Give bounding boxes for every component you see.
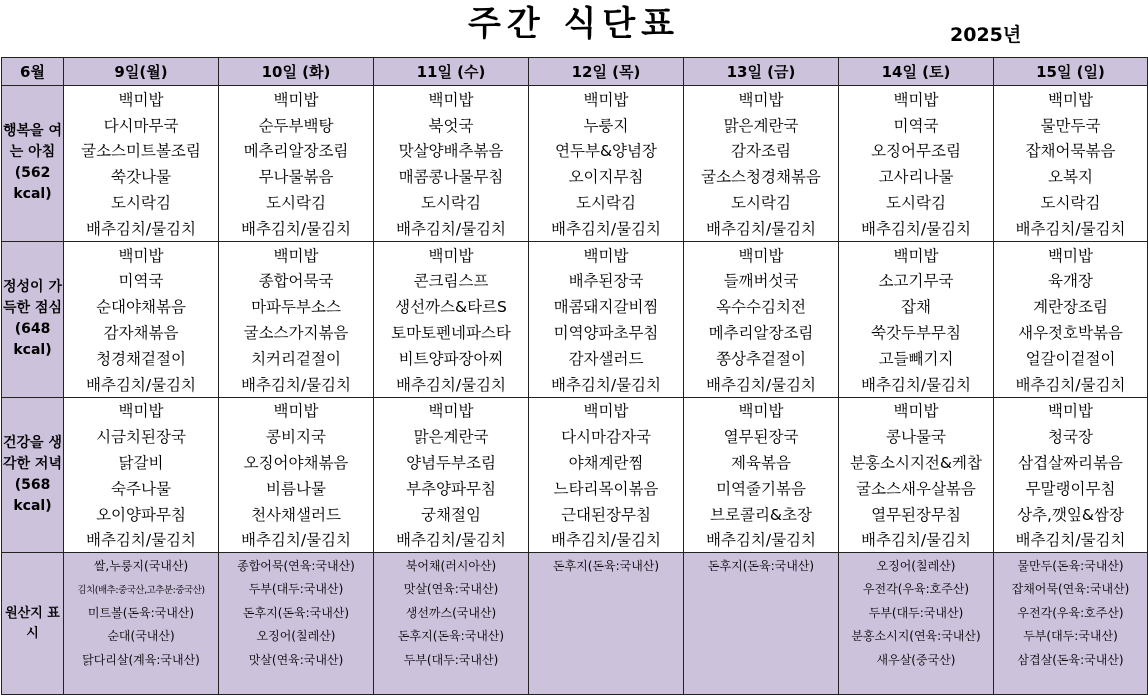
meal-row — [2, 138, 1148, 164]
menu-item: 고들빼기지 — [839, 345, 994, 371]
menu-item: 궁채절임 — [374, 501, 529, 527]
menu-item: 숙주나물 — [64, 475, 219, 501]
menu-item: 오이양파무침 — [64, 501, 219, 527]
menu-item: 백미밥 — [64, 86, 219, 112]
day-header: 13일 (금) — [684, 58, 839, 86]
menu-item: 열무된장국 — [684, 423, 839, 449]
year-label: 2025년 — [950, 24, 1022, 46]
menu-item: 배추김치/물김치 — [994, 371, 1148, 397]
menu-item: 양념두부조림 — [374, 449, 529, 475]
menu-item: 배추김치/물김치 — [374, 527, 529, 553]
menu-item: 메추리알장조림 — [684, 319, 839, 345]
origin-item — [994, 671, 1148, 695]
day-header: 11일 (수) — [374, 58, 529, 86]
menu-item: 시금치된장국 — [64, 423, 219, 449]
menu-item: 배추김치/물김치 — [64, 527, 219, 553]
meal-row — [2, 371, 1148, 397]
menu-item: 배추김치/물김치 — [374, 371, 529, 397]
origin-item — [684, 577, 839, 601]
origin-item: 새우살(중국산) — [839, 647, 994, 671]
menu-item: 무나물볶음 — [219, 163, 374, 189]
menu-item: 배추김치/물김치 — [64, 215, 219, 241]
meal-row — [2, 527, 1148, 553]
meal-row — [2, 215, 1148, 241]
menu-item: 얼갈이겉절이 — [994, 345, 1148, 371]
menu-item: 삼겹살짜리볶음 — [994, 449, 1148, 475]
origin-item: 돈후지(돈육:국내산) — [374, 624, 529, 648]
menu-item: 콩나물국 — [839, 423, 994, 449]
menu-item: 배추김치/물김치 — [684, 527, 839, 553]
origin-item — [529, 671, 684, 695]
menu-item: 청경채겉절이 — [64, 345, 219, 371]
menu-item: 콩비지국 — [219, 423, 374, 449]
menu-item: 백미밥 — [64, 397, 219, 423]
menu-item: 육개장 — [994, 268, 1148, 294]
origin-item — [529, 600, 684, 624]
menu-item: 비름나물 — [219, 475, 374, 501]
menu-item: 백미밥 — [839, 86, 994, 112]
menu-item: 새우젓호박볶음 — [994, 319, 1148, 345]
meal-row — [2, 475, 1148, 501]
menu-item: 상추,깻잎&쌈장 — [994, 501, 1148, 527]
day-header: 9일(월) — [64, 58, 219, 86]
menu-item: 비트양파장아찌 — [374, 345, 529, 371]
menu-item: 백미밥 — [219, 397, 374, 423]
menu-item: 배추된장국 — [529, 268, 684, 294]
menu-item: 백미밥 — [839, 397, 994, 423]
origin-item — [684, 671, 839, 695]
day-header: 15일 (일) — [994, 58, 1148, 86]
origin-item: 오징어(칠레산) — [219, 624, 374, 648]
origin-item: 북어채(러시아산) — [374, 553, 529, 577]
menu-item: 도시락김 — [994, 189, 1148, 215]
menu-item: 분홍소시지전&케찹 — [839, 449, 994, 475]
menu-item: 오이지무침 — [529, 163, 684, 189]
menu-item: 부추양파무침 — [374, 475, 529, 501]
origin-item — [684, 647, 839, 671]
menu-item: 도시락김 — [64, 189, 219, 215]
menu-item: 배추김치/물김치 — [839, 371, 994, 397]
menu-item: 청국장 — [994, 423, 1148, 449]
meal-row — [2, 112, 1148, 138]
menu-item: 들깨버섯국 — [684, 268, 839, 294]
menu-item: 굴소스가지볶음 — [219, 319, 374, 345]
meal-row — [2, 268, 1148, 294]
origin-item — [529, 624, 684, 648]
menu-item: 잡채 — [839, 293, 994, 319]
origin-item — [219, 671, 374, 695]
menu-item: 열무된장무침 — [839, 501, 994, 527]
menu-item: 배추김치/물김치 — [994, 215, 1148, 241]
meal-row — [2, 345, 1148, 371]
origin-item: 분홍소시지(연육:국내산) — [839, 624, 994, 648]
menu-item: 쫑상추겉절이 — [684, 345, 839, 371]
menu-item: 치커리겉절이 — [219, 345, 374, 371]
menu-item: 굴소스새우살볶음 — [839, 475, 994, 501]
menu-item: 오징어무조림 — [839, 138, 994, 164]
origin-item: 돈후지(돈육:국내산) — [529, 553, 684, 577]
menu-item: 북엇국 — [374, 112, 529, 138]
menu-item: 닭갈비 — [64, 449, 219, 475]
menu-item: 무말랭이무침 — [994, 475, 1148, 501]
menu-item: 백미밥 — [374, 397, 529, 423]
meal-row — [2, 86, 1148, 112]
menu-item: 백미밥 — [529, 241, 684, 267]
origin-item: 맛살(연육:국내산) — [219, 647, 374, 671]
menu-item: 쑥갓두부무침 — [839, 319, 994, 345]
menu-item: 천사채샐러드 — [219, 501, 374, 527]
menu-item: 백미밥 — [994, 86, 1148, 112]
menu-item: 배추김치/물김치 — [529, 527, 684, 553]
menu-item: 도시락김 — [529, 189, 684, 215]
origin-item — [529, 647, 684, 671]
origin-row — [2, 553, 1148, 577]
menu-item: 배추김치/물김치 — [684, 371, 839, 397]
menu-item: 메추리알장조림 — [219, 138, 374, 164]
menu-item: 도시락김 — [684, 189, 839, 215]
origin-item: 돈후지(돈육:국내산) — [219, 600, 374, 624]
page-title: 주간 식단표 — [467, 4, 681, 44]
origin-item: 종합어묵(연육:국내산) — [219, 553, 374, 577]
origin-item — [839, 671, 994, 695]
menu-item: 순두부백탕 — [219, 112, 374, 138]
menu-item: 백미밥 — [994, 397, 1148, 423]
menu-table — [1, 57, 1148, 695]
menu-item: 도시락김 — [839, 189, 994, 215]
menu-item: 고사리나물 — [839, 163, 994, 189]
menu-item: 배추김치/물김치 — [839, 215, 994, 241]
menu-item: 백미밥 — [374, 86, 529, 112]
menu-item: 마파두부소스 — [219, 293, 374, 319]
menu-item: 다시마감자국 — [529, 423, 684, 449]
origin-row — [2, 624, 1148, 648]
menu-item: 잡채어묵볶음 — [994, 138, 1148, 164]
meal-row — [2, 397, 1148, 423]
menu-item: 백미밥 — [529, 397, 684, 423]
menu-item: 감자조림 — [684, 138, 839, 164]
menu-item: 다시마무국 — [64, 112, 219, 138]
menu-item: 감자채볶음 — [64, 319, 219, 345]
menu-item: 도시락김 — [219, 189, 374, 215]
menu-item: 계란장조림 — [994, 293, 1148, 319]
meal-row — [2, 241, 1148, 267]
origin-item: 삼겹살(돈육:국내산) — [994, 647, 1148, 671]
menu-item: 누룽지 — [529, 112, 684, 138]
menu-item: 오징어야채볶음 — [219, 449, 374, 475]
origin-item: 우전각(우육:호주산) — [994, 600, 1148, 624]
menu-item: 백미밥 — [839, 241, 994, 267]
menu-item: 백미밥 — [994, 241, 1148, 267]
day-header: 12일 (목) — [529, 58, 684, 86]
meal-row — [2, 501, 1148, 527]
menu-item: 백미밥 — [529, 86, 684, 112]
menu-item: 매콤콩나물무침 — [374, 163, 529, 189]
meal-label: 행복을 여는 아침 (562 kcal) — [2, 86, 64, 242]
menu-item: 백미밥 — [684, 241, 839, 267]
month-header: 6월 — [2, 58, 64, 86]
menu-item: 미역줄기볶음 — [684, 475, 839, 501]
origin-item: 닭다리살(계육:국내산) — [64, 647, 219, 671]
origin-item — [64, 671, 219, 695]
meal-row — [2, 319, 1148, 345]
origin-item: 돈후지(돈육:국내산) — [684, 553, 839, 577]
menu-item: 소고기무국 — [839, 268, 994, 294]
meal-row — [2, 163, 1148, 189]
origin-item: 물만두(돈육:국내산) — [994, 553, 1148, 577]
menu-item: 야채계란찜 — [529, 449, 684, 475]
origin-row — [2, 600, 1148, 624]
menu-item: 브로콜리&초장 — [684, 501, 839, 527]
origin-item: 두부(대두:국내산) — [994, 624, 1148, 648]
menu-item: 배추김치/물김치 — [529, 371, 684, 397]
menu-item: 백미밥 — [219, 86, 374, 112]
menu-item: 배추김치/물김치 — [374, 215, 529, 241]
origin-item: 잡채어묵(연육:국내산) — [994, 577, 1148, 601]
origin-item — [684, 600, 839, 624]
menu-item: 매콤돼지갈비찜 — [529, 293, 684, 319]
menu-item: 맑은계란국 — [684, 112, 839, 138]
origin-item — [529, 577, 684, 601]
menu-item: 미역양파초무침 — [529, 319, 684, 345]
origin-item: 김치(배추:중국산,고추분:중국산) — [64, 577, 219, 601]
menu-item: 느타리목이볶음 — [529, 475, 684, 501]
menu-item: 백미밥 — [684, 397, 839, 423]
menu-item: 백미밥 — [684, 86, 839, 112]
day-header: 14일 (토) — [839, 58, 994, 86]
origin-item: 두부(대두:국내산) — [374, 647, 529, 671]
header-row — [2, 58, 1148, 86]
day-header: 10일 (화) — [219, 58, 374, 86]
menu-item: 콘크림스프 — [374, 268, 529, 294]
origin-item: 미트볼(돈육:국내산) — [64, 600, 219, 624]
meal-row — [2, 293, 1148, 319]
menu-item: 백미밥 — [374, 241, 529, 267]
menu-item: 도시락김 — [374, 189, 529, 215]
menu-item: 토마토펜네파스타 — [374, 319, 529, 345]
menu-item: 맑은계란국 — [374, 423, 529, 449]
menu-item: 배추김치/물김치 — [219, 527, 374, 553]
menu-item: 백미밥 — [219, 241, 374, 267]
menu-item: 맛살양배추볶음 — [374, 138, 529, 164]
menu-item: 제육볶음 — [684, 449, 839, 475]
origin-item: 오징어(칠레산) — [839, 553, 994, 577]
origin-item: 맛살(연육:국내산) — [374, 577, 529, 601]
meal-row — [2, 449, 1148, 475]
origin-item: 우전각(우육:호주산) — [839, 577, 994, 601]
origin-item: 생선까스(국내산) — [374, 600, 529, 624]
meal-label: 건강을 생각한 저녁 (568 kcal) — [2, 397, 64, 553]
origin-item: 두부(대두:국내산) — [839, 600, 994, 624]
menu-item: 배추김치/물김치 — [219, 215, 374, 241]
menu-item: 굴소스청경채볶음 — [684, 163, 839, 189]
origin-item — [684, 624, 839, 648]
origin-row — [2, 647, 1148, 671]
menu-item: 배추김치/물김치 — [684, 215, 839, 241]
menu-item: 배추김치/물김치 — [839, 527, 994, 553]
origin-label: 원산지 표시 — [2, 553, 64, 695]
menu-item: 순대야채볶음 — [64, 293, 219, 319]
menu-item: 배추김치/물김치 — [529, 215, 684, 241]
menu-item: 생선까스&타르S — [374, 293, 529, 319]
menu-item: 연두부&양념장 — [529, 138, 684, 164]
menu-item: 미역국 — [839, 112, 994, 138]
origin-item — [374, 671, 529, 695]
menu-item: 종합어묵국 — [219, 268, 374, 294]
origin-row — [2, 577, 1148, 601]
menu-item: 배추김치/물김치 — [64, 371, 219, 397]
menu-item: 쑥갓나물 — [64, 163, 219, 189]
origin-item: 순대(국내산) — [64, 624, 219, 648]
meal-label: 정성이 가득한 점심 (648 kcal) — [2, 241, 64, 397]
menu-item: 감자샐러드 — [529, 345, 684, 371]
meal-row — [2, 423, 1148, 449]
meal-row — [2, 189, 1148, 215]
origin-item: 두부(대두:국내산) — [219, 577, 374, 601]
menu-item: 근대된장무침 — [529, 501, 684, 527]
menu-item: 백미밥 — [64, 241, 219, 267]
origin-item: 쌀,누룽지(국내산) — [64, 553, 219, 577]
origin-row — [2, 671, 1148, 695]
menu-item: 옥수수김치전 — [684, 293, 839, 319]
menu-item: 배추김치/물김치 — [219, 371, 374, 397]
menu-item: 미역국 — [64, 268, 219, 294]
menu-item: 배추김치/물김치 — [994, 527, 1148, 553]
menu-item: 오복지 — [994, 163, 1148, 189]
menu-item: 물만두국 — [994, 112, 1148, 138]
menu-item: 굴소스미트볼조림 — [64, 138, 219, 164]
